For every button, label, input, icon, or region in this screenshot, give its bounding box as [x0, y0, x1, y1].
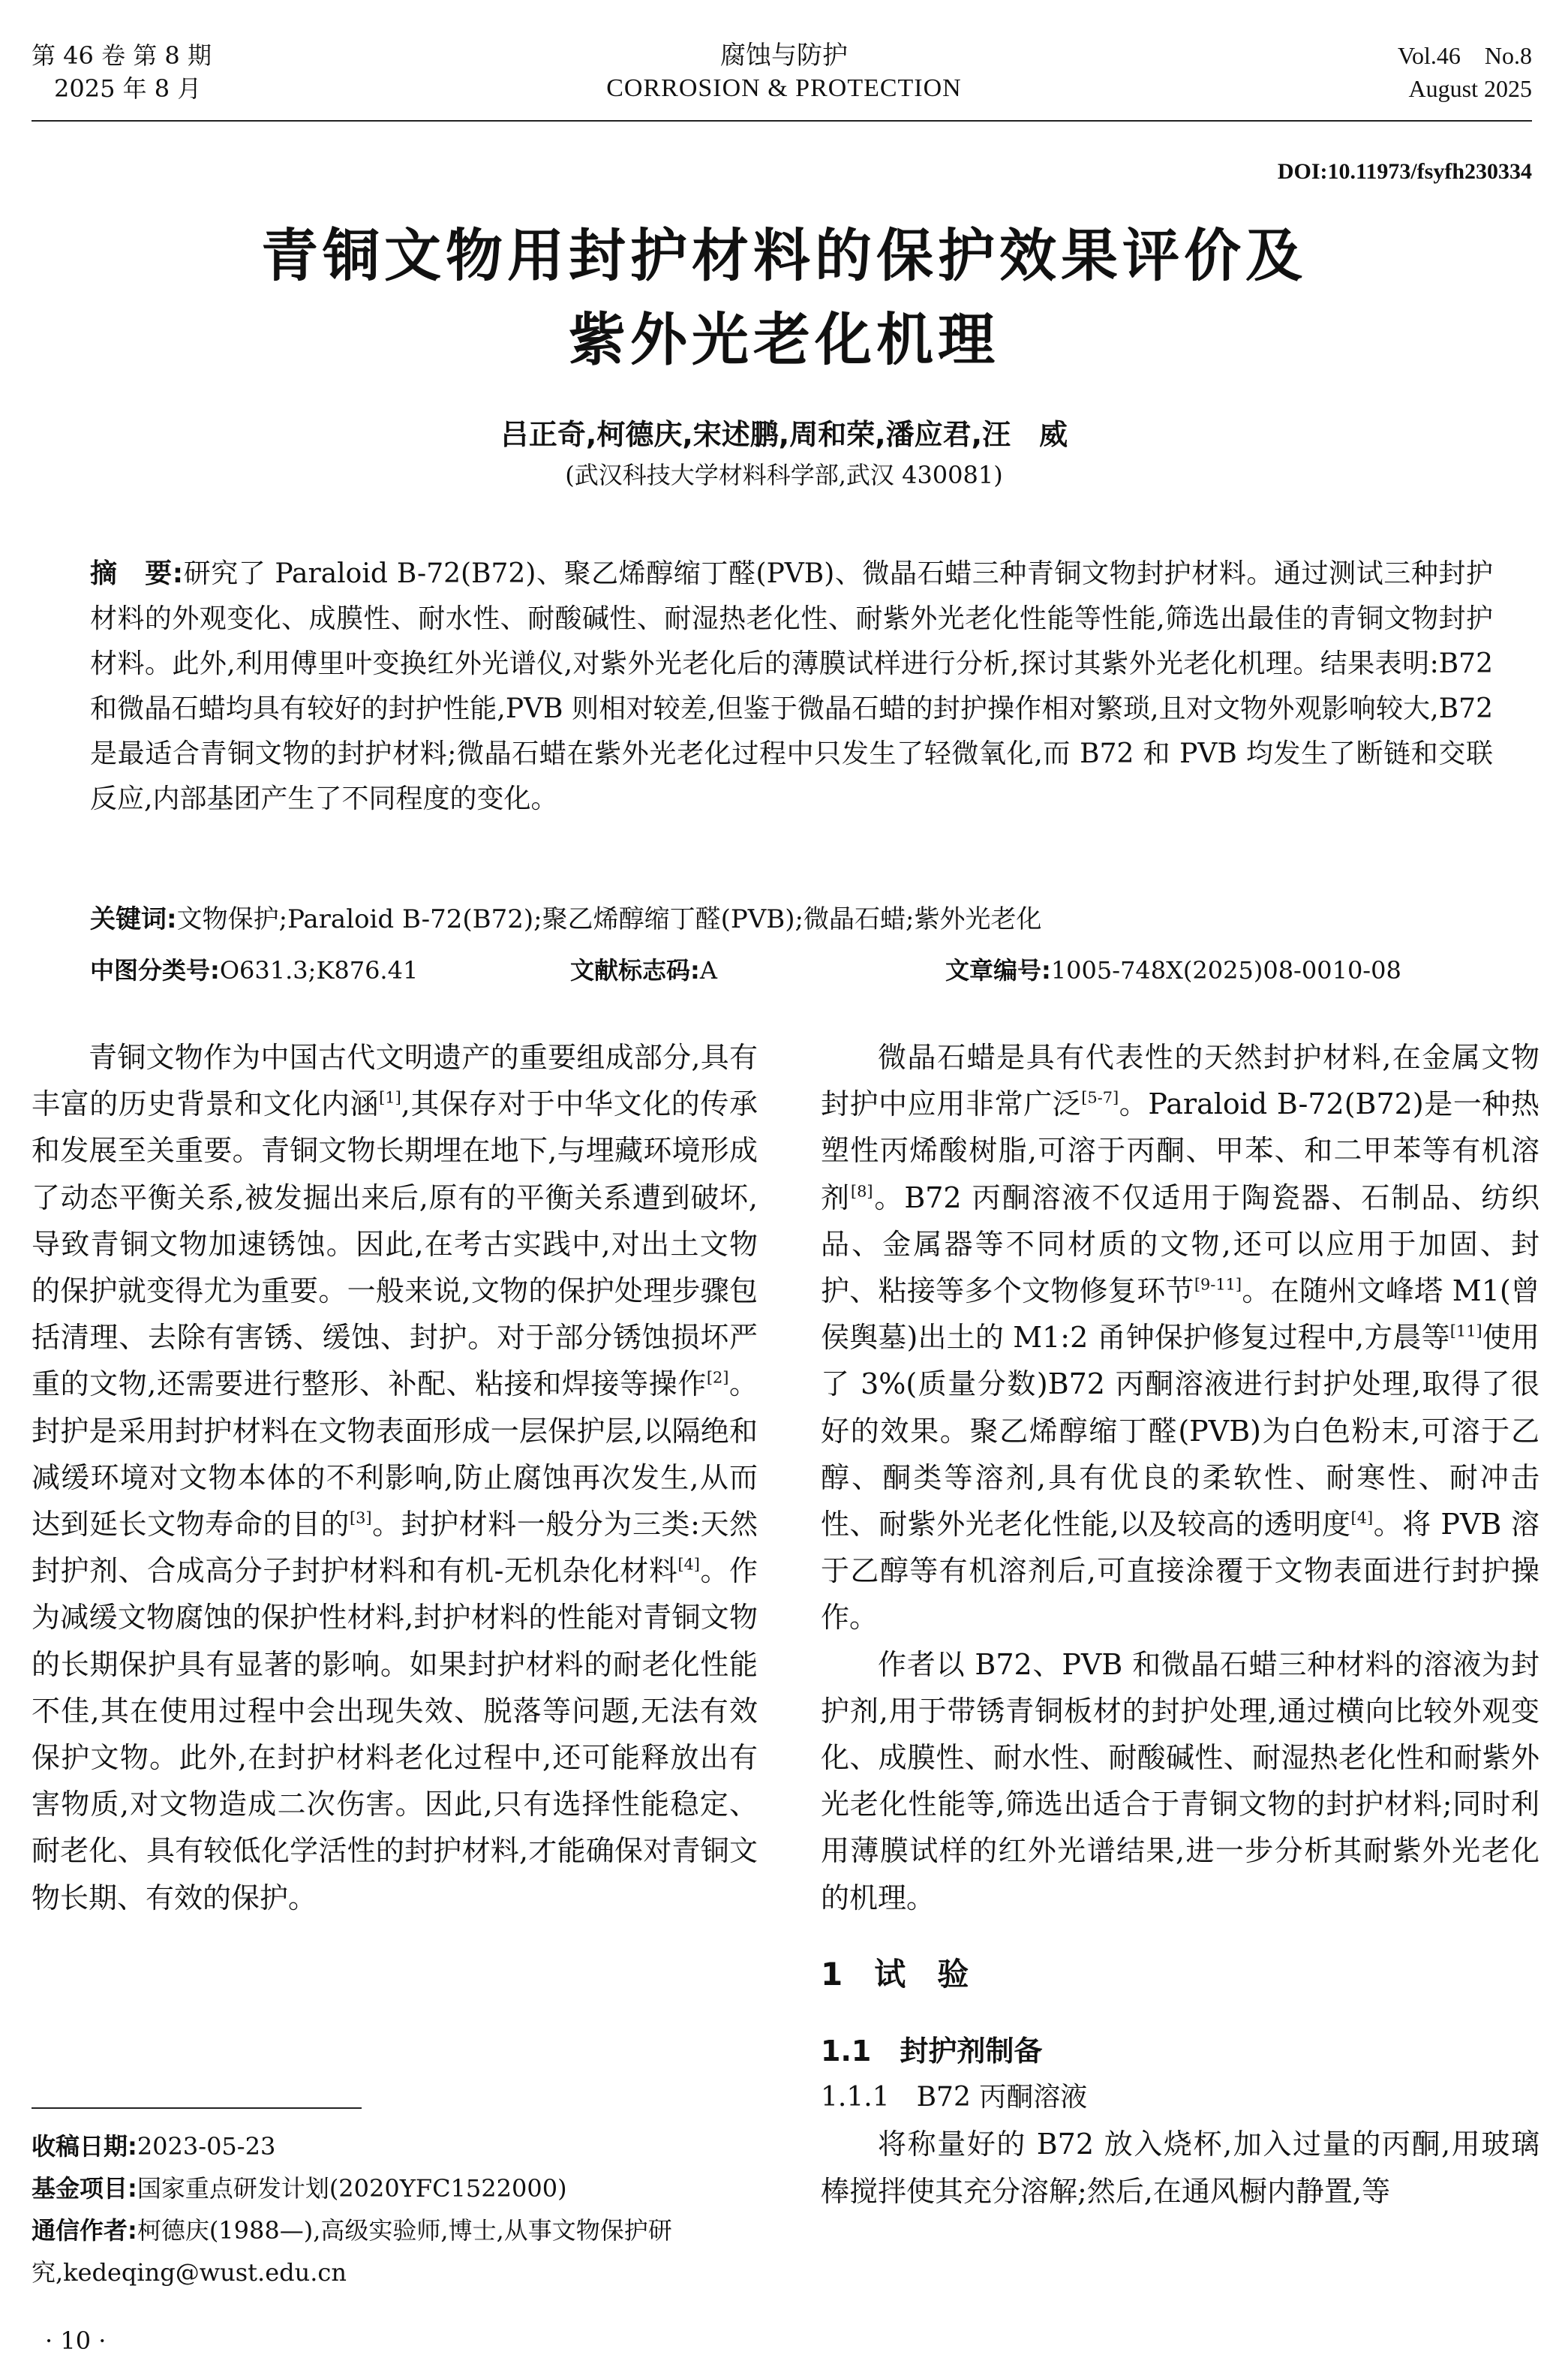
abstract [90, 552, 1493, 822]
citation: [9-11] [1194, 1275, 1242, 1294]
citation: [2] [706, 1368, 729, 1387]
fund-value: 国家重点研发计划(2020YFC1522000) [137, 2174, 567, 2203]
citation: [3] [349, 1508, 372, 1527]
header-center [0, 39, 1568, 105]
text-run: 。封护是采用封护材料在文物表面形成一层保护层,以隔绝和减缓环境对文物本体的不利影响,防止腐蚀再次发生,从而达到延长文物寿命的目的 [32, 1367, 758, 1541]
paragraph-intro-3: 作者以 B72、PVB 和微晶石蜡三种材料的溶液为封护剂,用于带锈青铜板材的封护处理,通过横向比较外观变化、成膜性、耐水性、耐酸碱性、耐湿热老化性和耐紫外光老化性能等,筛选出适合于青铜文物的封护材料;同时利用薄膜试样的红外光谱结果,进一步分析其耐紫外光老化的机理。 [821, 1647, 1539, 1914]
page-number: · 10 · [45, 2326, 107, 2355]
citation: [11] [1449, 1322, 1482, 1340]
doi: DOI:10.11973/fsyfh230334 [1277, 159, 1532, 184]
text-run: 。封护材料一般分为三类:天然封护剂、合成高分子封护材料和有机-无机杂化材料 [32, 1508, 758, 1588]
doc-label: 文献标志码: [570, 956, 700, 985]
citation: [5-7] [1081, 1088, 1119, 1107]
doc-value: A [699, 956, 717, 985]
article-number [945, 952, 1401, 989]
text-run: 微晶石蜡是具有代表性的天然封护材料,在金属文物封护中应用非常广泛 [821, 1041, 1539, 1121]
keywords-text: 文物保护;Paraloid B-72(B72);聚乙烯醇缩丁醛(PVB);微晶石蜡;紫外光老化 [176, 904, 1042, 934]
received-label: 收稿日期: [32, 2132, 137, 2161]
corr-value: 柯德庆(1988—),高级实验师,博士,从事文物保护研究,kedeqing@wust.edu.cn [32, 2216, 672, 2287]
section-heading-1-1-1: 1.1.1 B72 丙酮溶液 [821, 2082, 1088, 2113]
affiliation: (武汉科技大学材料科学部,武汉 430081) [565, 461, 1003, 489]
footnotes [32, 2125, 758, 2293]
date-cn: 2025 年 8 月 [54, 74, 202, 103]
corresponding-author [32, 2209, 758, 2293]
abstract-text: 研究了 Paraloid B-72(B72)、聚乙烯醇缩丁醛(PVB)、微晶石蜡三种青铜文物封护材料。通过测试三种封护材料的外观变化、成膜性、耐水性、耐酸碱性、耐湿热老化性、耐紫外光老化性能等性能,筛选出最佳的青铜文物封护材料。此外,利用傅里叶变换红外光谱仪,对紫外光老化后的薄膜试样进行分析,探讨其紫外光老化机理。结果表明:B72 和微晶石蜡均具有较好的封护性能,PVB 则相对较差,但鉴于微晶石蜡的封护操作相对繁琐,且对文物外观影响较大,B72 是最适合青铜文物的封护材料;微晶石蜡在紫外光老化过程中只发生了轻微氧化,而 B72 和 PVB 均发生了断链和交联反应,内部基团产生了不同程度的变化。 [90, 558, 1493, 814]
received-value: 2023-05-23 [137, 2132, 276, 2161]
article-title [0, 214, 1568, 382]
text-run: 。作为减缓文物腐蚀的保护性材料,封护材料的性能对青铜文物的长期保护具有显著的影响。如果封护材料的耐老化性能不佳,其在使用过程中会出现失效、脱落等问题,无法有效保护文物。此外,在封护材料老化过程中,还可能释放出有害物质,对文物造成二次伤害。因此,只有选择性能稳定、耐老化、具有较低化学活性的封护材料,才能确保对青铜文物长期、有效的保护。 [32, 1554, 758, 1914]
volume-cn: 第 46 卷 第 8 期 [32, 41, 212, 70]
art-value: 1005-748X(2025)08-0010-08 [1050, 956, 1401, 985]
clc-value: O631.3;K876.41 [219, 956, 419, 985]
text-run: ,其保存对于中华文化的传承和发展至关重要。青铜文物长期埋在地下,与埋藏环境形成了动态平衡关系,被发掘出来后,原有的平衡关系遭到破坏,导致青铜文物加速锈蚀。因此,在考古实践中,对出土文物的保护就变得尤为重要。一般来说,文物的保护处理步骤包括清理、去除有害锈、缓蚀、封护。对于部分锈蚀损坏严重的文物,还需要进行整形、补配、粘接和焊接等操作 [32, 1087, 758, 1401]
body-column-right [821, 1034, 1539, 2215]
journal-name-en: CORROSION & PROTECTION [606, 74, 962, 102]
paragraph-method-1: 将称量好的 B72 放入烧杯,加入过量的丙酮,用玻璃棒搅拌使其充分溶解;然后,在通风橱内静置,等 [821, 2128, 1539, 2208]
keywords-label: 关键词: [90, 904, 177, 934]
keywords [90, 901, 1493, 938]
text-run: 。Paraloid B-72(B72)是一种热塑性丙烯酸树脂,可溶于丙酮、甲苯、和二甲苯等有机溶剂 [821, 1087, 1539, 1214]
paragraph-intro-2 [821, 1034, 1539, 1641]
received-date [32, 2125, 758, 2167]
title-line-2: 紫外光老化机理 [569, 306, 999, 373]
header-rule [32, 120, 1532, 122]
title-line-1: 青铜文物用封护材料的保护效果评价及 [261, 222, 1307, 289]
text-run: 。将 PVB 溶于乙醇等有机溶剂后,可直接涂覆于文物表面进行封护操作。 [821, 1508, 1539, 1635]
journal-name-cn: 腐蚀与防护 [720, 41, 848, 71]
section-heading-1: 1 试 验 [821, 1955, 969, 1993]
footnote-rule [32, 2107, 362, 2109]
art-label: 文章编号: [945, 956, 1051, 985]
doc-code [570, 952, 717, 989]
fund-label: 基金项目: [32, 2174, 137, 2203]
body-column-left [32, 1034, 758, 1921]
text-run: 使用了 3%(质量分数)B72 丙酮溶液进行封护处理,取得了很好的效果。聚乙烯醇缩丁醛(PVB)为白色粉末,可溶于乙醇、酮类等溶剂,具有优良的柔软性、耐寒性、耐冲击性、耐紫外光老化性能,以及较高的透明度 [821, 1321, 1539, 1541]
clc-label: 中图分类号: [90, 956, 220, 985]
text-run: 。在随州文峰塔 M1(曾侯舆墓)出土的 M1:2 甬钟保护修复过程中,方晨等 [821, 1274, 1539, 1355]
citation: [4] [677, 1555, 700, 1574]
volume-en: Vol.46 No.8 [1398, 42, 1532, 69]
paragraph-intro-1 [32, 1034, 758, 1921]
citation: [8] [850, 1181, 873, 1200]
text-run: 青铜文物作为中国古代文明遗产的重要组成部分,具有丰富的历史背景和文化内涵 [32, 1041, 758, 1121]
section-heading-1-1: 1.1 封护剂制备 [821, 2035, 1043, 2068]
text-run: 。B72 丙酮溶液不仅适用于陶瓷器、石制品、纺织品、金属器等不同材质的文物,还可以应用于加固、封护、粘接等多个文物修复环节 [821, 1180, 1539, 1308]
funding [32, 2167, 758, 2209]
clc-code [90, 952, 418, 989]
corr-label: 通信作者: [32, 2216, 137, 2245]
running-header [0, 39, 1568, 122]
date-en: August 2025 [1408, 75, 1532, 102]
header-right [1398, 39, 1532, 105]
abstract-label: 摘 要: [90, 558, 184, 589]
citation: [4] [1350, 1508, 1374, 1527]
authors: 吕正奇,柯德庆,宋述鹏,周和荣,潘应君,汪 威 [500, 418, 1068, 451]
citation: [1] [379, 1088, 401, 1107]
